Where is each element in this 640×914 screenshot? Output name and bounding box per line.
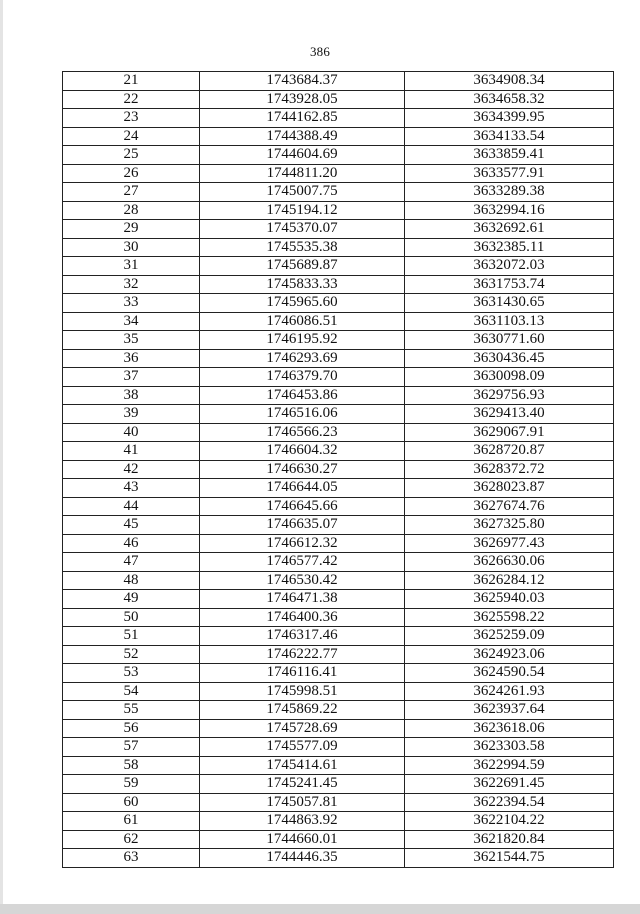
point-number-cell: 59 <box>63 775 200 794</box>
table-row <box>63 312 614 331</box>
table-row <box>63 109 614 128</box>
coordinates-table-body <box>63 72 614 868</box>
point-number-cell: 45 <box>63 516 200 535</box>
y-coordinate-cell: 3625259.09 <box>405 627 614 646</box>
table-row <box>63 294 614 313</box>
x-coordinate-cell: 1744162.85 <box>200 109 405 128</box>
y-coordinate-cell: 3624590.54 <box>405 664 614 683</box>
x-coordinate-cell: 1746116.41 <box>200 664 405 683</box>
y-coordinate-cell: 3628023.87 <box>405 479 614 498</box>
x-coordinate-cell: 1746516.06 <box>200 405 405 424</box>
table-row <box>63 553 614 572</box>
y-coordinate-cell: 3622994.59 <box>405 756 614 775</box>
coordinates-table <box>62 71 614 868</box>
y-coordinate-cell: 3633289.38 <box>405 183 614 202</box>
point-number-cell: 27 <box>63 183 200 202</box>
x-coordinate-cell: 1746604.32 <box>200 442 405 461</box>
y-coordinate-cell: 3622104.22 <box>405 812 614 831</box>
page-number: 386 <box>309 44 331 59</box>
y-coordinate-cell: 3627674.76 <box>405 497 614 516</box>
point-number-cell: 26 <box>63 164 200 183</box>
table-row <box>63 701 614 720</box>
x-coordinate-cell: 1746645.66 <box>200 497 405 516</box>
table-row <box>63 719 614 738</box>
y-coordinate-cell: 3633859.41 <box>405 146 614 165</box>
y-coordinate-cell: 3634658.32 <box>405 90 614 109</box>
point-number-cell: 54 <box>63 682 200 701</box>
x-coordinate-cell: 1745998.51 <box>200 682 405 701</box>
point-number-cell: 21 <box>63 72 200 91</box>
point-number-cell: 49 <box>63 590 200 609</box>
point-number-cell: 30 <box>63 238 200 257</box>
y-coordinate-cell: 3623618.06 <box>405 719 614 738</box>
x-coordinate-cell: 1746577.42 <box>200 553 405 572</box>
table-row <box>63 238 614 257</box>
point-number-cell: 33 <box>63 294 200 313</box>
y-coordinate-cell: 3627325.80 <box>405 516 614 535</box>
x-coordinate-cell: 1745728.69 <box>200 719 405 738</box>
y-coordinate-cell: 3626630.06 <box>405 553 614 572</box>
point-number-cell: 32 <box>63 275 200 294</box>
y-coordinate-cell: 3630436.45 <box>405 349 614 368</box>
y-coordinate-cell: 3632072.03 <box>405 257 614 276</box>
table-row <box>63 590 614 609</box>
y-coordinate-cell: 3629413.40 <box>405 405 614 424</box>
y-coordinate-cell: 3621820.84 <box>405 830 614 849</box>
y-coordinate-cell: 3623303.58 <box>405 738 614 757</box>
x-coordinate-cell: 1745689.87 <box>200 257 405 276</box>
table-row <box>63 460 614 479</box>
point-number-cell: 44 <box>63 497 200 516</box>
table-row <box>63 405 614 424</box>
table-row <box>63 608 614 627</box>
x-coordinate-cell: 1745414.61 <box>200 756 405 775</box>
point-number-cell: 52 <box>63 645 200 664</box>
y-coordinate-cell: 3625940.03 <box>405 590 614 609</box>
point-number-cell: 28 <box>63 201 200 220</box>
y-coordinate-cell: 3623937.64 <box>405 701 614 720</box>
point-number-cell: 29 <box>63 220 200 239</box>
table-row <box>63 534 614 553</box>
point-number-cell: 47 <box>63 553 200 572</box>
point-number-cell: 23 <box>63 109 200 128</box>
table-row <box>63 183 614 202</box>
table-row <box>63 571 614 590</box>
point-number-cell: 34 <box>63 312 200 331</box>
y-coordinate-cell: 3628372.72 <box>405 460 614 479</box>
table-row <box>63 738 614 757</box>
table-row <box>63 220 614 239</box>
table-row <box>63 146 614 165</box>
y-coordinate-cell: 3622394.54 <box>405 793 614 812</box>
x-coordinate-cell: 1744604.69 <box>200 146 405 165</box>
x-coordinate-cell: 1746612.32 <box>200 534 405 553</box>
table-row <box>63 164 614 183</box>
y-coordinate-cell: 3634908.34 <box>405 72 614 91</box>
table-row <box>63 201 614 220</box>
point-number-cell: 40 <box>63 423 200 442</box>
table-row <box>63 830 614 849</box>
y-coordinate-cell: 3621544.75 <box>405 849 614 868</box>
point-number-cell: 61 <box>63 812 200 831</box>
x-coordinate-cell: 1746317.46 <box>200 627 405 646</box>
table-row <box>63 257 614 276</box>
table-row <box>63 682 614 701</box>
table-row <box>63 793 614 812</box>
point-number-cell: 56 <box>63 719 200 738</box>
table-row <box>63 479 614 498</box>
x-coordinate-cell: 1743928.05 <box>200 90 405 109</box>
y-coordinate-cell: 3631753.74 <box>405 275 614 294</box>
x-coordinate-cell: 1744388.49 <box>200 127 405 146</box>
y-coordinate-cell: 3624261.93 <box>405 682 614 701</box>
x-coordinate-cell: 1745057.81 <box>200 793 405 812</box>
point-number-cell: 42 <box>63 460 200 479</box>
point-number-cell: 24 <box>63 127 200 146</box>
x-coordinate-cell: 1744446.35 <box>200 849 405 868</box>
point-number-cell: 41 <box>63 442 200 461</box>
point-number-cell: 62 <box>63 830 200 849</box>
point-number-cell: 50 <box>63 608 200 627</box>
point-number-cell: 31 <box>63 257 200 276</box>
y-coordinate-cell: 3632994.16 <box>405 201 614 220</box>
point-number-cell: 48 <box>63 571 200 590</box>
x-coordinate-cell: 1746630.27 <box>200 460 405 479</box>
x-coordinate-cell: 1745370.07 <box>200 220 405 239</box>
point-number-cell: 35 <box>63 331 200 350</box>
x-coordinate-cell: 1746195.92 <box>200 331 405 350</box>
y-coordinate-cell: 3632692.61 <box>405 220 614 239</box>
scan-edge-shadow <box>0 0 3 914</box>
x-coordinate-cell: 1746566.23 <box>200 423 405 442</box>
table-row <box>63 349 614 368</box>
y-coordinate-cell: 3624923.06 <box>405 645 614 664</box>
table-row <box>63 90 614 109</box>
table-row <box>63 72 614 91</box>
x-coordinate-cell: 1746644.05 <box>200 479 405 498</box>
point-number-cell: 38 <box>63 386 200 405</box>
table-row <box>63 442 614 461</box>
x-coordinate-cell: 1746453.86 <box>200 386 405 405</box>
x-coordinate-cell: 1746530.42 <box>200 571 405 590</box>
x-coordinate-cell: 1745007.75 <box>200 183 405 202</box>
table-row <box>63 331 614 350</box>
table-row <box>63 756 614 775</box>
y-coordinate-cell: 3625598.22 <box>405 608 614 627</box>
table-row <box>63 497 614 516</box>
table-row <box>63 775 614 794</box>
x-coordinate-cell: 1746293.69 <box>200 349 405 368</box>
table-row <box>63 386 614 405</box>
table-row <box>63 645 614 664</box>
point-number-cell: 36 <box>63 349 200 368</box>
table-row <box>63 812 614 831</box>
y-coordinate-cell: 3634133.54 <box>405 127 614 146</box>
x-coordinate-cell: 1745241.45 <box>200 775 405 794</box>
x-coordinate-cell: 1746379.70 <box>200 368 405 387</box>
x-coordinate-cell: 1745965.60 <box>200 294 405 313</box>
x-coordinate-cell: 1746635.07 <box>200 516 405 535</box>
x-coordinate-cell: 1745869.22 <box>200 701 405 720</box>
x-coordinate-cell: 1746471.38 <box>200 590 405 609</box>
y-coordinate-cell: 3632385.11 <box>405 238 614 257</box>
point-number-cell: 60 <box>63 793 200 812</box>
y-coordinate-cell: 3622691.45 <box>405 775 614 794</box>
y-coordinate-cell: 3634399.95 <box>405 109 614 128</box>
y-coordinate-cell: 3626284.12 <box>405 571 614 590</box>
point-number-cell: 43 <box>63 479 200 498</box>
point-number-cell: 37 <box>63 368 200 387</box>
point-number-cell: 22 <box>63 90 200 109</box>
table-row <box>63 127 614 146</box>
point-number-cell: 25 <box>63 146 200 165</box>
x-coordinate-cell: 1745577.09 <box>200 738 405 757</box>
point-number-cell: 46 <box>63 534 200 553</box>
y-coordinate-cell: 3629067.91 <box>405 423 614 442</box>
x-coordinate-cell: 1744863.92 <box>200 812 405 831</box>
x-coordinate-cell: 1746222.77 <box>200 645 405 664</box>
table-row <box>63 368 614 387</box>
x-coordinate-cell: 1743684.37 <box>200 72 405 91</box>
table-row <box>63 423 614 442</box>
y-coordinate-cell: 3626977.43 <box>405 534 614 553</box>
point-number-cell: 51 <box>63 627 200 646</box>
point-number-cell: 63 <box>63 849 200 868</box>
y-coordinate-cell: 3631103.13 <box>405 312 614 331</box>
x-coordinate-cell: 1745194.12 <box>200 201 405 220</box>
x-coordinate-cell: 1745535.38 <box>200 238 405 257</box>
x-coordinate-cell: 1745833.33 <box>200 275 405 294</box>
table-row <box>63 275 614 294</box>
y-coordinate-cell: 3629756.93 <box>405 386 614 405</box>
x-coordinate-cell: 1744811.20 <box>200 164 405 183</box>
y-coordinate-cell: 3628720.87 <box>405 442 614 461</box>
point-number-cell: 57 <box>63 738 200 757</box>
point-number-cell: 55 <box>63 701 200 720</box>
y-coordinate-cell: 3633577.91 <box>405 164 614 183</box>
table-row <box>63 849 614 868</box>
scan-bottom-edge <box>0 904 640 914</box>
table-row <box>63 516 614 535</box>
y-coordinate-cell: 3630098.09 <box>405 368 614 387</box>
table-row <box>63 664 614 683</box>
table-row <box>63 627 614 646</box>
x-coordinate-cell: 1746086.51 <box>200 312 405 331</box>
y-coordinate-cell: 3631430.65 <box>405 294 614 313</box>
x-coordinate-cell: 1746400.36 <box>200 608 405 627</box>
y-coordinate-cell: 3630771.60 <box>405 331 614 350</box>
point-number-cell: 58 <box>63 756 200 775</box>
point-number-cell: 53 <box>63 664 200 683</box>
x-coordinate-cell: 1744660.01 <box>200 830 405 849</box>
point-number-cell: 39 <box>63 405 200 424</box>
